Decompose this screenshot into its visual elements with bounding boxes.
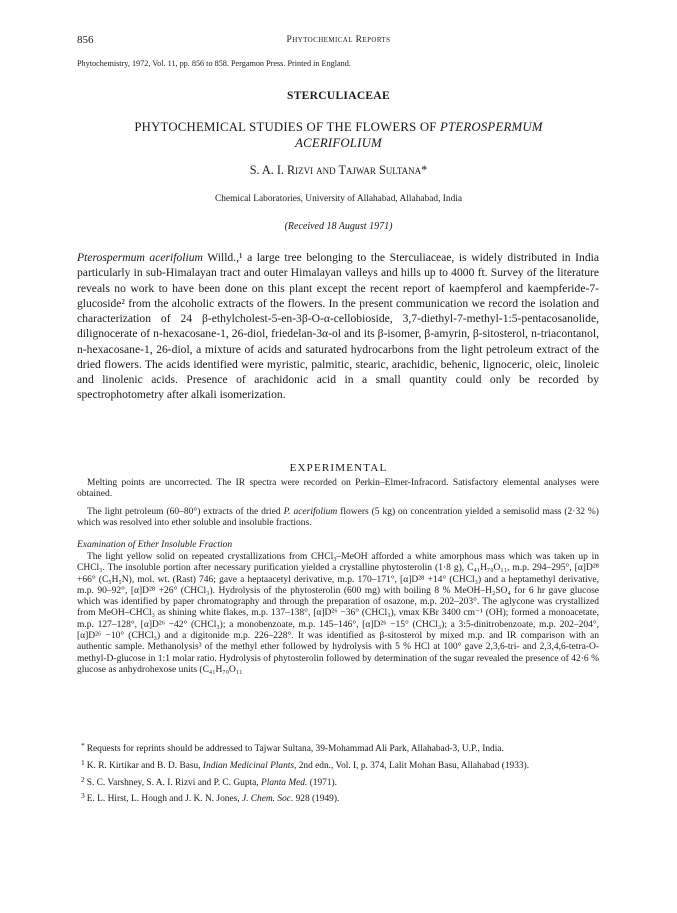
footnotes bbox=[77, 740, 599, 806]
para2-species: P. acerifolium bbox=[283, 507, 338, 517]
ref-authors: E. L. Hirst, L. Hough and J. K. N. Jones, bbox=[86, 794, 242, 805]
experimental-paragraph-2 bbox=[77, 507, 599, 530]
running-title: Phytochemical Reports bbox=[286, 35, 391, 45]
footnote-text: Requests for reprints should be addressed to Tajwar Sultana, 39-Mohammad Ali Park, Allahabad-3, U.P., India. bbox=[86, 744, 504, 754]
ref-title: J. Chem. Soc. bbox=[241, 794, 294, 805]
authors: S. A. I. Rizvi and Tajwar Sultana* bbox=[249, 163, 428, 177]
title-species: PTEROSPERMUM ACERIFOLIUM bbox=[295, 120, 543, 150]
para2-text-a: The light petroleum (60–80°) extracts of the dried bbox=[87, 507, 284, 517]
affiliation: Chemical Laboratories, University of Allahabad, Allahabad, India bbox=[214, 194, 463, 204]
footnote-mark: 2 bbox=[81, 774, 85, 784]
footnote-mark: 3 bbox=[81, 791, 85, 801]
title-main: PHYTOCHEMICAL STUDIES OF THE FLOWERS OF bbox=[134, 120, 441, 134]
intro-text: Willd.,¹ a large tree belonging to the Sterculiaceae, is widely distributed in India particularly in sub-Himalayan tract and outer Himalayan valleys and hills up to 4000 ft. Survey of the literature reveals no work to have been done on this plant except the recent report of kaempferol and kaempferide-7-glucoside² from the alcoholic extracts of the flowers. In the present communication we record the isolation and characterization of 24 β-ethylcholest-5-en-3β-O-α-cellobioside, 3,7-diethyl-7-methyl-1:5-pentacosanolide, dilignocerate of n-hexacosane-1, 26-diol, friedelan-3α-ol and its β-isomer, β-amyrin, β-sitosterol, n-triacontanol, n-hexacosane-1, 26-diol, a mixture of acids and saturated hydrocarbons from the light petroleum extract of the dried flowers. The acids identified were myristic, palmitic, stearic, arachidic, behenic, lignoceric, oleic, linoleic and linolenic acids. Presence of arachidonic acid in a small quantity could only be recorded by spectrophotometry after alkali isomerization. bbox=[77, 251, 600, 402]
experimental-paragraph-1: Melting points are uncorrected. The IR spectra were recorded on Perkin–Elmer-Infracord. Satisfactory elemental analyses were obtained. bbox=[77, 478, 599, 500]
received-date: (Received 18 August 1971) bbox=[284, 221, 393, 232]
footnote-reprint bbox=[77, 740, 599, 756]
ref-details: 928 (1949). bbox=[293, 794, 340, 805]
ref-title: Planta Med. bbox=[260, 777, 308, 788]
journal-citation: Phytochemistry, 1972, Vol. 11, pp. 856 to 858. Pergamon Press. Printed in England. bbox=[77, 59, 351, 68]
ref-title: Indian Medicinal Plants bbox=[202, 760, 295, 771]
introduction-paragraph bbox=[77, 250, 599, 403]
intro-species-name: Pterospermum acerifolium bbox=[77, 251, 203, 264]
family-heading: STERCULIACEAE bbox=[287, 90, 390, 102]
footnote-mark: * bbox=[81, 741, 85, 750]
ref-details: , 2nd edn., Vol. I, p. 374, Lalit Mohan Basu, Allahabad (1933). bbox=[294, 760, 530, 771]
experimental-paragraph-3: The light yellow solid on repeated crystallizations from CHCl₃–MeOH afforded a white amorphous mass which was taken up in CHCl₃. The insoluble portion after necessary purification yielded a crystalline phytosterolin (1·8 g), C₄₁H₇₀O₁₁, m.p. 294–295°, [α]D²⁸ +66° (C₅H₅N), mol. wt. (Rast) 746; gave a heptaacetyl derivative, m.p. 170–171°, [α]D²⁸ +14° (CHCl₃) and a heptamethyl derivative, m.p. 90–92°, [α]D²⁸ +26° (CHCl₃). Hydrolysis of the phytosterolin (600 mg) with boiling 8 % MeOH–H₂SO₄ for 6 hr gave glucose which was identified by paper chromatography and through the preparation of osazone, m.p. 202–203°. The aglycone was crystallized from MeOH–CHCl₃ as shining white flakes, m.p. 137–138°, [α]D²⁶ −36° (CHCl₃), νmax KBr 3400 cm⁻¹ (OH); formed a monoacetate, m.p. 127–128°, [α]D²⁶ −42° (CHCl₃); a monobenzoate, m.p. 145–146°, [α]D²⁶ −15° (CHCl₃); a 3:5-dinitrobenzoate, m.p. 202–204°, [α]D²⁶ −10° (CHCl₃) and a digitonide m.p. 226–228°. It was identified as β-sitosterol by mixed m.p. and IR comparison with an authentic sample. Methanolysis³ of the methyl ether followed by hydrolysis with 5 % HCl at 100° gave 2,3,6-tri- and 2,3,4,6-tetra-O-methyl-D-glucose in 1:1 molar ratio. Hydrolysis of phytosterolin followed by determination of the sugar revealed the presence of 42·6 % glucose as anhydrohexose units (C₄₁H₇₀O₁₁ bbox=[77, 552, 599, 675]
experimental-heading: EXPERIMENTAL bbox=[289, 462, 388, 474]
footnote-ref-1 bbox=[77, 757, 599, 773]
footnote-mark: 1 bbox=[81, 757, 85, 767]
article-title bbox=[90, 119, 587, 151]
ref-authors: K. R. Kirtikar and B. D. Basu, bbox=[86, 760, 203, 771]
footnote-ref-3 bbox=[77, 790, 599, 806]
section-subheading: Examination of Ether Insoluble Fraction bbox=[77, 540, 233, 550]
para2-text-b: flowers (5 kg) on concentration yielded a semisolid mass (2·32 %) which was resolved into ether soluble and insoluble fractions. bbox=[77, 507, 599, 529]
page-number: 856 bbox=[77, 34, 94, 46]
footnote-ref-2 bbox=[77, 774, 599, 790]
ref-authors: S. C. Varshney, S. A. I. Rizvi and P. C. Gupta, bbox=[86, 777, 261, 788]
ref-details: (1971). bbox=[307, 777, 338, 788]
